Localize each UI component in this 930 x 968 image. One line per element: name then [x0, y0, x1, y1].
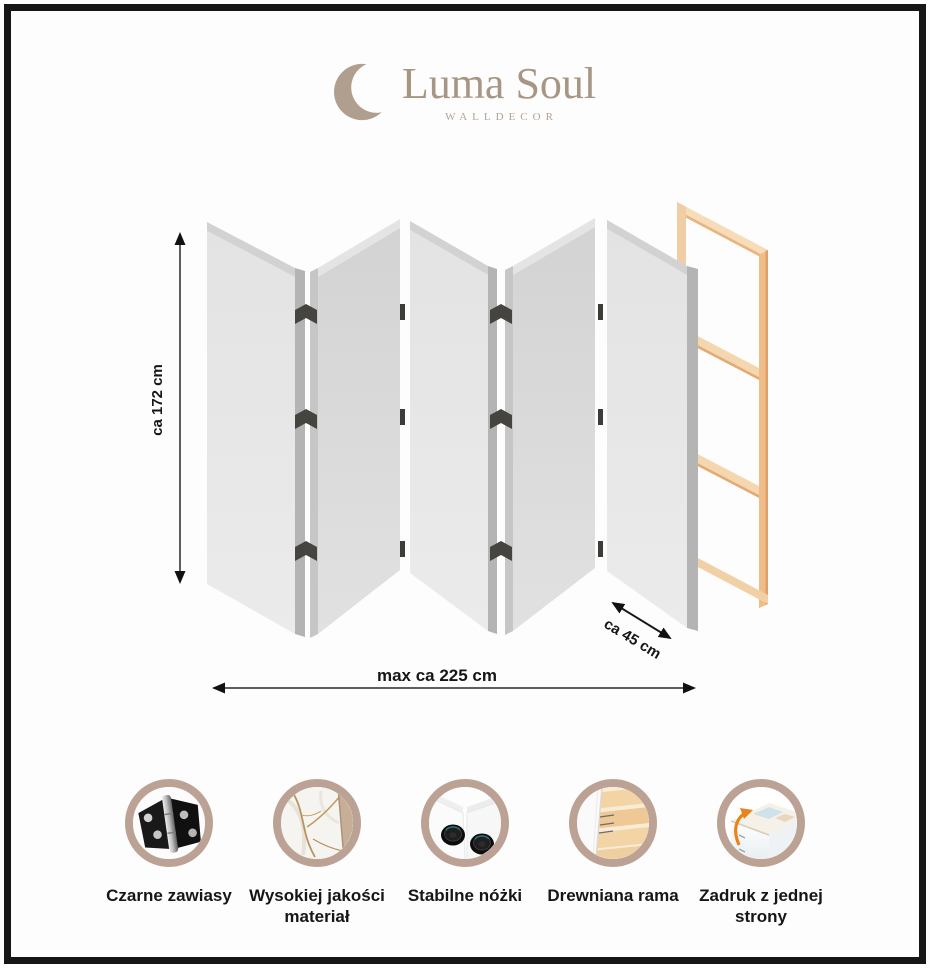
hinge-icon — [133, 787, 205, 859]
panel-width-dimension-label: ca 45 cm — [600, 615, 664, 663]
feature-badge — [125, 779, 213, 867]
feature-hinges — [95, 779, 243, 928]
feature-single-side-print — [687, 779, 835, 928]
feature-badge — [273, 779, 361, 867]
panel-4 — [505, 218, 595, 635]
brand-subtitle: WALLDECOR — [445, 110, 558, 123]
feature-badge — [569, 779, 657, 867]
foot — [470, 834, 494, 855]
height-dimension — [149, 234, 180, 582]
panel-5 — [607, 220, 698, 631]
foot — [441, 825, 465, 846]
feet-icon — [429, 787, 501, 859]
panel-1 — [207, 222, 305, 637]
panel-width-dimension — [601, 603, 670, 663]
feature-label: Stabilne nóżki — [407, 886, 523, 905]
feature-badge — [421, 779, 509, 867]
feature-label: Zadruk z jednej strony — [699, 886, 823, 927]
feature-label: Wysokiej jakości materiał — [249, 886, 385, 927]
panel-2 — [310, 219, 400, 638]
max-width-dimension-label: max ca 225 cm — [376, 666, 498, 685]
feature-badge — [717, 779, 805, 867]
feature-list — [0, 779, 930, 928]
feature-label: Czarne zawiasy — [106, 886, 232, 905]
panel-3 — [410, 221, 497, 634]
max-width-dimension — [214, 666, 694, 688]
material-icon — [281, 787, 353, 859]
feature-feet — [391, 779, 539, 928]
feature-wooden-frame — [539, 779, 687, 928]
single-side-print-icon — [725, 787, 797, 859]
height-dimension-label: ca 172 cm — [149, 364, 166, 436]
wooden-frame-icon — [577, 787, 649, 859]
feature-label: Drewniana rama — [547, 886, 679, 905]
brand-name: Luma Soul — [401, 58, 597, 108]
feature-material — [243, 779, 391, 928]
